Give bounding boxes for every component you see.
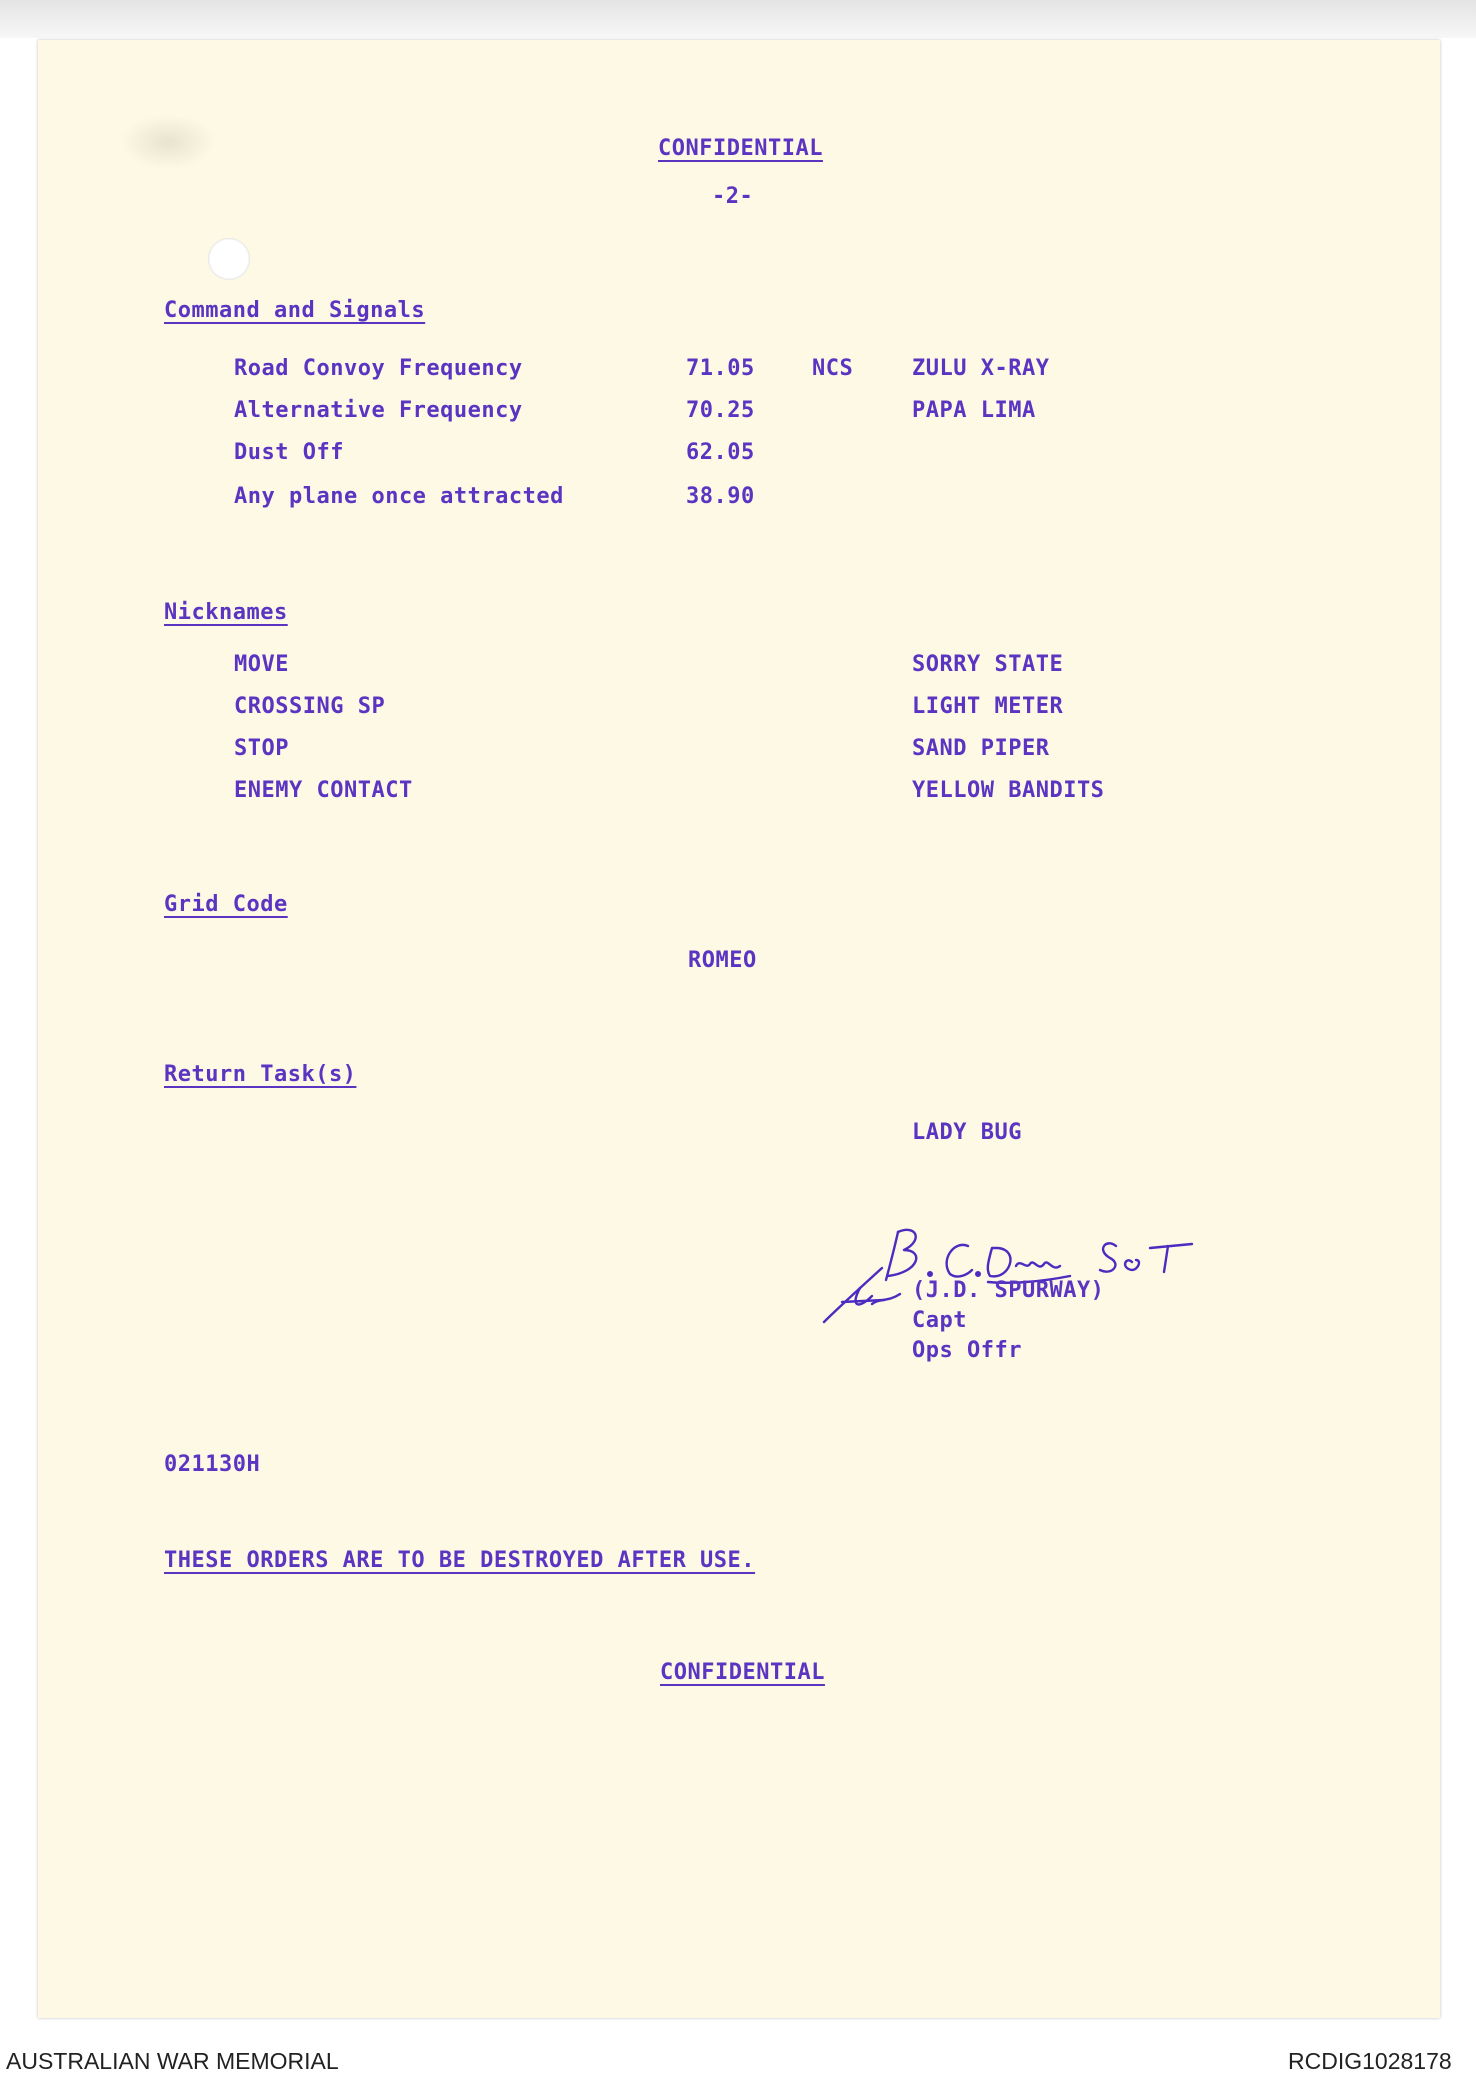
punch-hole [208,238,250,280]
signal-label-road-convoy: Road Convoy Frequency [234,356,523,381]
paper-smudge [120,114,216,170]
page-number: -2- [712,184,754,209]
signatory-name: (J.D. SPURWAY) [912,1278,1105,1303]
return-tasks-heading: Return Task(s) [164,1062,357,1087]
nickname-term-move: MOVE [234,652,289,677]
signatory-rank: Capt [912,1308,967,1333]
date-time-group: 021130H [164,1452,261,1477]
nickname-value-stop: SAND PIPER [912,736,1050,761]
signal-label-alternative: Alternative Frequency [234,398,523,423]
nickname-value-move: SORRY STATE [912,652,1064,677]
grid-code-value: ROMEO [688,948,757,973]
signal-code-road-convoy: NCS [812,356,854,381]
signal-label-any-plane: Any plane once attracted [234,484,564,509]
signatory-appointment: Ops Offr [912,1338,1022,1363]
grid-code-heading: Grid Code [164,892,288,917]
header-classification: CONFIDENTIAL [658,136,823,161]
signal-frequency-any-plane: 38.90 [686,484,755,509]
signal-callsign-alternative: PAPA LIMA [912,398,1036,423]
nickname-value-crossing-sp: LIGHT METER [912,694,1064,719]
signal-frequency-dust-off: 62.05 [686,440,755,465]
return-tasks-value: LADY BUG [912,1120,1022,1145]
destruction-instruction: THESE ORDERS ARE TO BE DESTROYED AFTER USE. [164,1548,756,1573]
signal-frequency-alternative: 70.25 [686,398,755,423]
document-page [38,40,1440,2018]
signal-callsign-road-convoy: ZULU X-RAY [912,356,1050,381]
nickname-term-crossing-sp: CROSSING SP [234,694,386,719]
archive-reference-caption: RCDIG1028178 [1288,2048,1452,2074]
nicknames-heading: Nicknames [164,600,288,625]
footer-classification: CONFIDENTIAL [660,1660,825,1685]
nickname-term-stop: STOP [234,736,289,761]
archive-source-caption: AUSTRALIAN WAR MEMORIAL [6,2048,339,2074]
nickname-value-enemy-contact: YELLOW BANDITS [912,778,1105,803]
command-signals-heading: Command and Signals [164,298,426,323]
scanner-edge [0,0,1476,38]
handwritten-signature [820,1210,1210,1333]
signal-label-dust-off: Dust Off [234,440,344,465]
signal-frequency-road-convoy: 71.05 [686,356,755,381]
nickname-term-enemy-contact: ENEMY CONTACT [234,778,413,803]
